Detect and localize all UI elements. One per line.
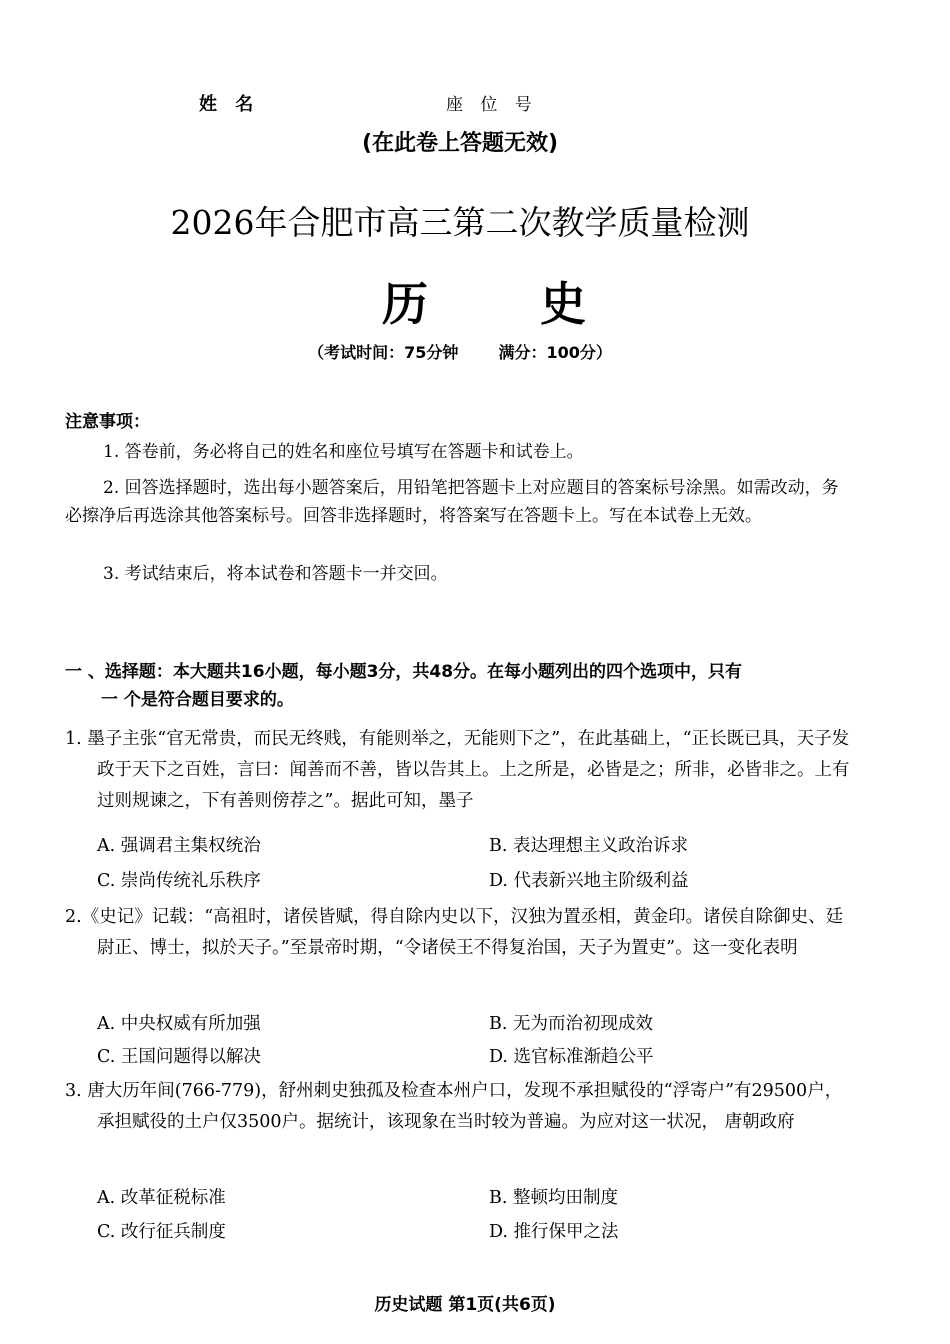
invalid-answer-note: (在此卷上答题无效) <box>361 131 559 156</box>
question-stem: 2.《史记》记载：“高祖时，诸侯皆赋，得自除内史以下，汉独为置丞相，黄金印。诸侯自除御史、廷尉正、博士，拟於天子。”至景帝时期，“令诸侯王不得复治国，天子为置吏”。这一变化表明 <box>65 907 844 958</box>
option-a: A. 改革征税标准 <box>97 1188 226 1208</box>
subject-title: 历 史 <box>381 277 634 331</box>
option-b: B. 无为而治初现成效 <box>489 1014 653 1034</box>
notice-item: 1. 答卷前，务必将自己的姓名和座位号填写在答题卡和试卷上。 <box>103 442 584 462</box>
option-b: B. 整顿均田制度 <box>489 1188 618 1208</box>
question-stem: 1. 墨子主张“官无常贵，而民无终贱，有能则举之，无能则下之”，在此基础上，“正长既已具，天子发政于天下之百姓，言曰：闻善而不善，皆以告其上。上之所是，必皆是之；所非，必皆非之。上有过则规谏之，下有善则傍荐之”。据此可知，墨子 <box>65 729 850 811</box>
exam-title: 2026年合肥市高三第二次教学质量检测 <box>170 203 750 242</box>
option-c: C. 王国问题得以解决 <box>97 1047 261 1067</box>
option-b: B. 表达理想主义政治诉求 <box>489 836 688 856</box>
section-heading-line: 一 、选择题：本大题共16小题，每小题3分，共48分。在每小题列出的四个选项中，只有 <box>65 662 743 682</box>
option-d: D. 选官标准渐趋公平 <box>489 1047 654 1067</box>
notice-item: 2. 回答选择题时，选出每小题答案后，用铅笔把答题卡上对应题目的答案标号涂黑。如需改动，务必擦净后再选涂其他答案标号。回答非选择题时，将答案写在答题卡上。写在本试卷上无效。 <box>65 478 839 526</box>
question-stem: 3. 唐大历年间(766-779)，舒州刺史独孤及检查本州户口，发现不承担赋役的“浮寄户”有29500户，承担赋役的土户仅3500户。据统计，该现象在当时较为普遍。为应对这一状况， 唐朝政府 <box>65 1081 843 1132</box>
seat-number-label: 座 位 号 <box>446 95 538 115</box>
exam-info <box>0 340 920 363</box>
exam-time: （考试时间：75分钟 <box>308 343 459 362</box>
option-a: A. 中央权威有所加强 <box>97 1014 261 1034</box>
notice-item: 3. 考试结束后，将本试卷和答题卡一并交回。 <box>103 564 448 584</box>
option-c: C. 崇尚传统礼乐秩序 <box>97 871 261 891</box>
option-c: C. 改行征兵制度 <box>97 1222 226 1242</box>
full-score: 满分：100分） <box>498 343 612 362</box>
page-footer: 历史试题 第1页(共6页) <box>374 1295 556 1315</box>
section-heading-line: 一 个是符合题目要求的。 <box>101 690 294 710</box>
name-field-label: 姓 名 <box>199 94 260 115</box>
option-d: D. 推行保甲之法 <box>489 1222 619 1242</box>
option-d: D. 代表新兴地主阶级利益 <box>489 871 689 891</box>
notice-heading: 注意事项： <box>65 412 150 432</box>
option-a: A. 强调君主集权统治 <box>97 836 261 856</box>
section-heading <box>65 658 865 714</box>
